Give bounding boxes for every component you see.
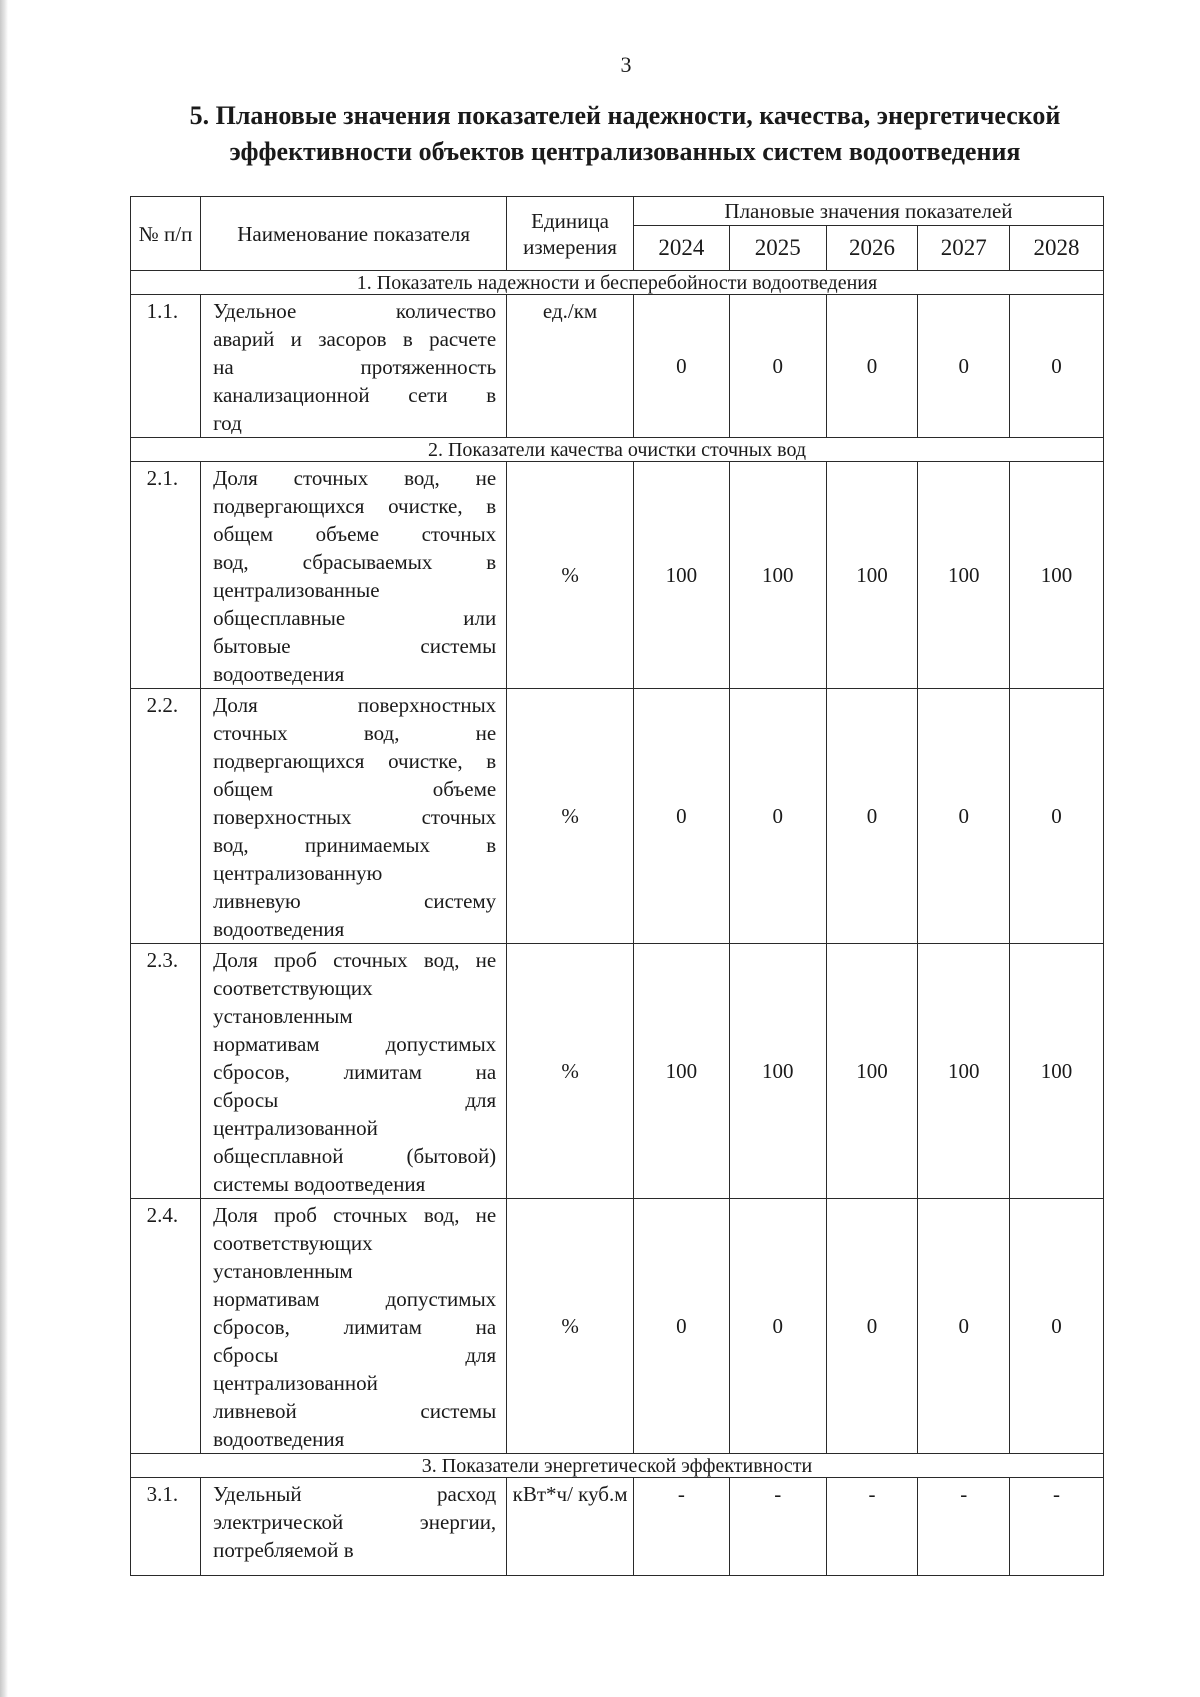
- indicator-name-line: централизованной: [213, 1371, 378, 1395]
- indicator-name-line: общесплавной (бытовой): [213, 1144, 497, 1168]
- value-cell: 0: [729, 1199, 826, 1454]
- indicator-name-line: нормативам допустимых: [213, 1287, 497, 1311]
- indicator-name: [201, 944, 507, 1199]
- indicator-name: [201, 1478, 507, 1576]
- title-line-1: 5. Плановые значения показателей надежности, качества, энергетической: [189, 101, 1061, 130]
- value-cell: 100: [826, 944, 918, 1199]
- indicator-name-line: централизованную: [213, 861, 383, 885]
- value-cell: 0: [826, 295, 918, 438]
- indicator-name-line: потребляемой в: [213, 1538, 354, 1562]
- value-cell: -: [918, 1478, 1010, 1576]
- header-year: 2027: [918, 226, 1010, 271]
- indicator-name-line: централизованной: [213, 1116, 378, 1140]
- header-unit: Единица измерения: [507, 197, 634, 271]
- indicator-name-line: год: [213, 411, 242, 435]
- indicator-name-line: установленным: [213, 1004, 353, 1028]
- indicator-name-line: Удельный расход: [213, 1482, 497, 1506]
- indicator-name-line: поверхностных сточных: [213, 805, 497, 829]
- value-cell: 0: [826, 1199, 918, 1454]
- indicator-name-line: Доля проб сточных вод, не: [213, 1203, 497, 1227]
- indicator-name-line: системы водоотведения: [213, 1172, 426, 1196]
- section-title: 3. Показатели энергетической эффективности: [131, 1454, 1104, 1478]
- value-cell: 0: [918, 1199, 1010, 1454]
- indicator-name-line: сточных вод, не: [213, 721, 497, 745]
- indicator-name-line: сбросов, лимитам на: [213, 1315, 497, 1339]
- unit-cell: %: [507, 689, 634, 944]
- indicator-name-line: вод, принимаемых в: [213, 833, 497, 857]
- indicator-name-line: сбросы для: [213, 1088, 497, 1112]
- indicator-name-line: аварий и засоров в расчете: [213, 327, 497, 351]
- page-number: 3: [620, 52, 632, 77]
- value-cell: 100: [633, 944, 729, 1199]
- section-row: [131, 438, 1104, 462]
- unit-cell: %: [507, 462, 634, 689]
- indicator-name-line: подвергающихся очистке, в: [213, 749, 497, 773]
- table-row: [131, 295, 1104, 438]
- value-cell: 0: [918, 689, 1010, 944]
- indicator-name-line: Доля сточных вод, не: [213, 466, 497, 490]
- header-plan: Плановые значения показателей: [633, 197, 1103, 226]
- table-row: [131, 1478, 1104, 1576]
- row-number: 2.3.: [131, 944, 201, 1199]
- value-cell: 100: [1010, 462, 1104, 689]
- indicator-name-line: сбросов, лимитам на: [213, 1060, 497, 1084]
- unit-cell: ед./км: [507, 295, 634, 438]
- table-row: [131, 944, 1104, 1199]
- indicator-name-line: ливневой системы: [213, 1399, 497, 1423]
- indicator-name-line: общем объеме сточных: [213, 522, 497, 546]
- indicator-name-line: Удельное количество: [213, 299, 497, 323]
- indicator-name-line: электрической энергии,: [213, 1510, 497, 1534]
- indicators-table: [130, 196, 1104, 1576]
- value-cell: 100: [918, 944, 1010, 1199]
- unit-cell: %: [507, 944, 634, 1199]
- indicator-name-line: централизованные: [213, 578, 380, 602]
- value-cell: 100: [729, 462, 826, 689]
- header-name: Наименование показателя: [201, 197, 507, 271]
- indicator-name-line: водоотведения: [213, 1427, 345, 1451]
- indicator-name-line: общесплавные или: [213, 606, 497, 630]
- indicator-name-line: бытовые системы: [213, 634, 497, 658]
- table-row: [131, 1199, 1104, 1454]
- value-cell: 0: [729, 295, 826, 438]
- section-row: [131, 271, 1104, 295]
- value-cell: 0: [633, 295, 729, 438]
- header-year: 2026: [826, 226, 918, 271]
- value-cell: 0: [1010, 689, 1104, 944]
- indicator-name-line: Доля проб сточных вод, не: [213, 948, 497, 972]
- indicator-name-line: сбросы для: [213, 1343, 497, 1367]
- indicator-name-line: водоотведения: [213, 662, 345, 686]
- title-line-2: эффективности объектов централизованных систем водоотведения: [229, 137, 1021, 166]
- value-cell: 0: [633, 689, 729, 944]
- indicator-name-line: ливневую систему: [213, 889, 497, 913]
- value-cell: 0: [1010, 295, 1104, 438]
- table-body: [131, 271, 1104, 1576]
- value-cell: 0: [826, 689, 918, 944]
- value-cell: -: [633, 1478, 729, 1576]
- indicator-name-line: водоотведения: [213, 917, 345, 941]
- value-cell: 0: [633, 1199, 729, 1454]
- scan-edge-shadow: [0, 0, 8, 1697]
- value-cell: 0: [918, 295, 1010, 438]
- indicator-name-line: вод, сбрасываемых в: [213, 550, 497, 574]
- value-cell: -: [729, 1478, 826, 1576]
- value-cell: 0: [729, 689, 826, 944]
- header-year: 2028: [1010, 226, 1104, 271]
- unit-cell: кВт*ч/ куб.м: [507, 1478, 634, 1576]
- row-number: 2.1.: [131, 462, 201, 689]
- header-year: 2025: [729, 226, 826, 271]
- table-row: [131, 689, 1104, 944]
- indicator-name-line: на протяженность: [213, 355, 497, 379]
- value-cell: 100: [633, 462, 729, 689]
- indicator-name: [201, 295, 507, 438]
- indicator-name-line: общем объеме: [213, 777, 497, 801]
- table-row: [131, 462, 1104, 689]
- row-number: 3.1.: [131, 1478, 201, 1576]
- row-number: 1.1.: [131, 295, 201, 438]
- value-cell: 100: [1010, 944, 1104, 1199]
- section-title: 2. Показатели качества очистки сточных вод: [131, 438, 1104, 462]
- document-title: [130, 98, 1120, 170]
- header-year: 2024: [633, 226, 729, 271]
- indicator-name: [201, 1199, 507, 1454]
- indicator-name-line: Доля поверхностных: [213, 693, 497, 717]
- value-cell: 100: [918, 462, 1010, 689]
- indicator-name-line: канализационной сети в: [213, 383, 497, 407]
- value-cell: -: [826, 1478, 918, 1576]
- indicator-name-line: подвергающихся очистке, в: [213, 494, 497, 518]
- indicator-name-line: установленным: [213, 1259, 353, 1283]
- value-cell: 100: [826, 462, 918, 689]
- indicator-name-line: соответствующих: [213, 1231, 373, 1255]
- row-number: 2.4.: [131, 1199, 201, 1454]
- indicator-name: [201, 462, 507, 689]
- value-cell: 100: [729, 944, 826, 1199]
- row-number: 2.2.: [131, 689, 201, 944]
- section-row: [131, 1454, 1104, 1478]
- value-cell: 0: [1010, 1199, 1104, 1454]
- value-cell: -: [1010, 1478, 1104, 1576]
- indicator-name-line: нормативам допустимых: [213, 1032, 497, 1056]
- section-title: 1. Показатель надежности и бесперебойности водоотведения: [131, 271, 1104, 295]
- indicator-name: [201, 689, 507, 944]
- unit-cell: %: [507, 1199, 634, 1454]
- indicator-name-line: соответствующих: [213, 976, 373, 1000]
- header-num: № п/п: [131, 197, 201, 271]
